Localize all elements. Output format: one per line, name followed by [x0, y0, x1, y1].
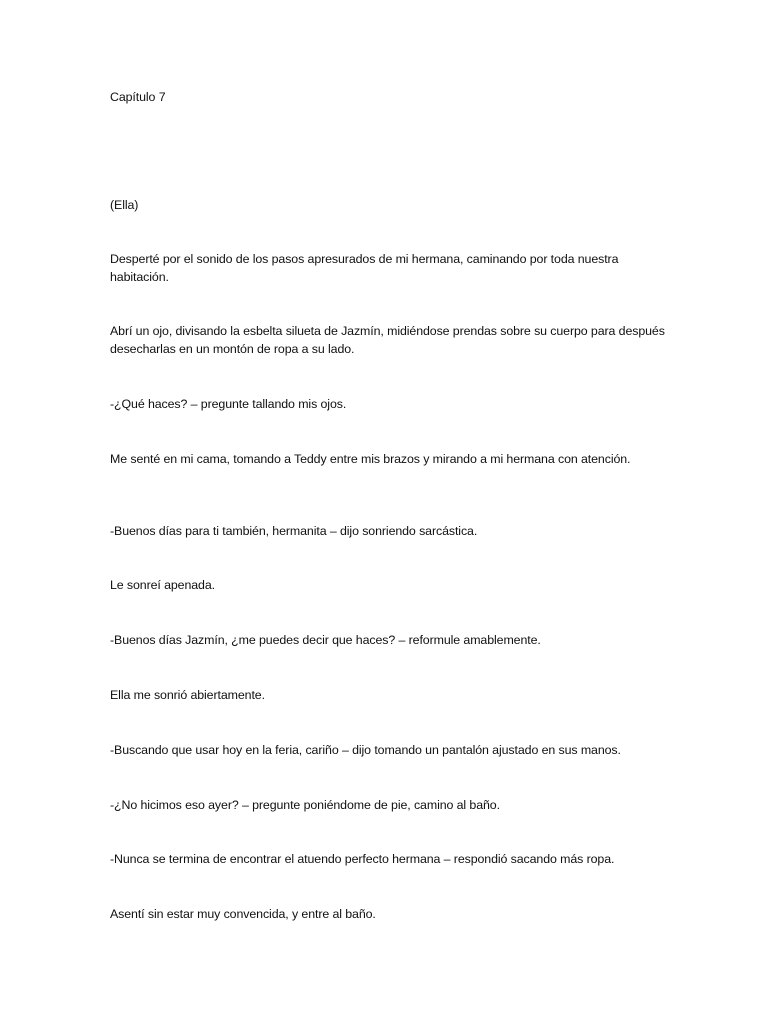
- paragraph: Asentí sin estar muy convencida, y entre al baño.: [110, 907, 376, 921]
- paragraph: -¿Qué haces? – pregunte tallando mis ojos.: [110, 397, 347, 411]
- paragraph: (Ella): [110, 198, 139, 212]
- paragraph: Abrí un ojo, divisando la esbelta silueta de Jazmín, midiéndose prendas sobre su cuerpo para después desecharlas en un montón de ropa a su lado.: [110, 324, 665, 356]
- paragraph: -¿No hicimos eso ayer? – pregunte poniéndome de pie, camino al baño.: [110, 798, 500, 812]
- paragraph: -Buscando que usar hoy en la feria, cariño – dijo tomando un pantalón ajustado en sus manos.: [110, 743, 621, 757]
- paragraph: Me senté en mi cama, tomando a Teddy entre mis brazos y mirando a mi hermana con atención.: [110, 452, 631, 466]
- paragraph: -Buenos días para ti también, hermanita – dijo sonriendo sarcástica.: [110, 524, 478, 538]
- paragraph: -Buenos días Jazmín, ¿me puedes decir que haces? – reformule amablemente.: [110, 633, 541, 647]
- chapter-heading: Capítulo 7: [110, 90, 166, 104]
- paragraph: Desperté por el sonido de los pasos apresurados de mi hermana, caminando por toda nuestra habitación.: [110, 252, 619, 284]
- paragraph: -Nunca se termina de encontrar el atuendo perfecto hermana – respondió sacando más ropa.: [110, 852, 615, 866]
- paragraph: Le sonreí apenada.: [110, 578, 215, 592]
- paragraph: Ella me sonrió abiertamente.: [110, 688, 265, 702]
